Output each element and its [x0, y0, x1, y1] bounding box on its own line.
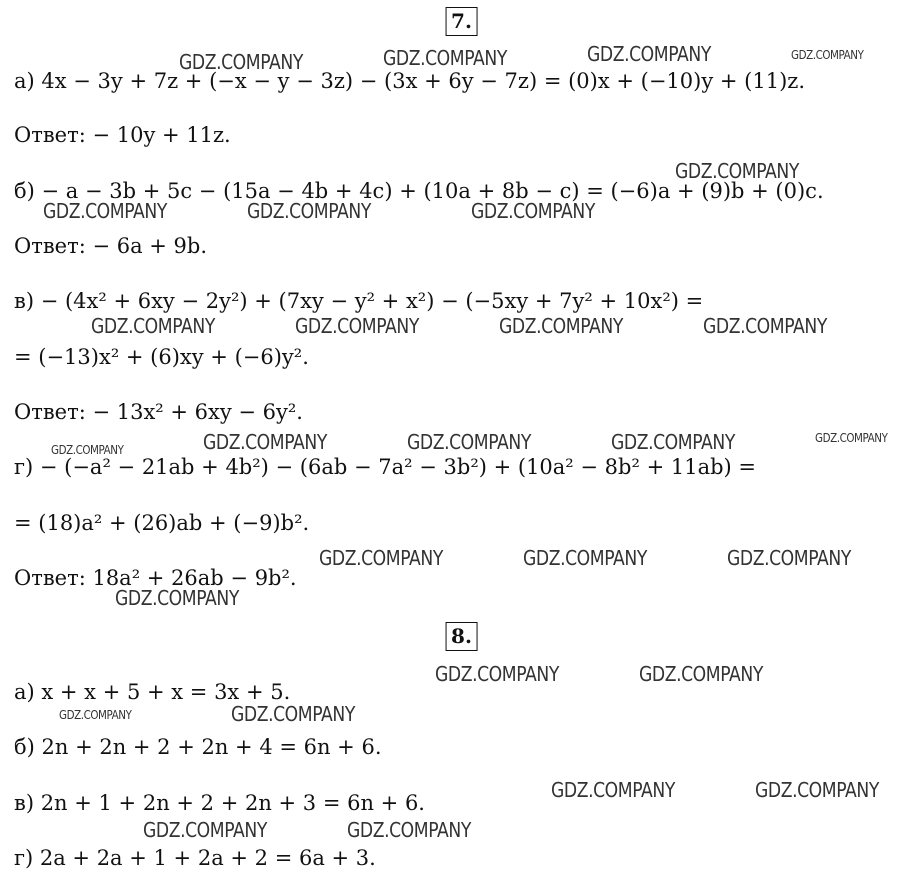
task-8b-expression: б) 2n + 2n + 2 + 2n + 4 = 6n + 6.: [14, 735, 382, 759]
watermark: GDZ.COMPANY: [639, 662, 763, 686]
task-7g-expression-line-1: г) − (−a² − 21ab + 4b²) − (6ab − 7a² − 3b²) + (10a² − 8b² + 11ab) =: [14, 455, 756, 479]
task-7a-answer: Ответ: − 10y + 11z.: [14, 123, 231, 147]
watermark: GDZ.COMPANY: [815, 431, 888, 445]
watermark: GDZ.COMPANY: [755, 778, 879, 802]
watermark: GDZ.COMPANY: [791, 48, 864, 62]
watermark: GDZ.COMPANY: [675, 159, 799, 183]
watermark: GDZ.COMPANY: [611, 430, 735, 454]
task-8v-expression: в) 2n + 1 + 2n + 2 + 2n + 3 = 6n + 6.: [14, 791, 425, 815]
watermark: GDZ.COMPANY: [43, 199, 167, 223]
watermark: GDZ.COMPANY: [51, 443, 124, 457]
task-7g-answer: Ответ: 18a² + 26ab − 9b².: [14, 566, 297, 590]
task-7v-answer: Ответ: − 13x² + 6xy − 6y².: [14, 400, 303, 424]
watermark: GDZ.COMPANY: [407, 430, 531, 454]
task-8g-expression: г) 2a + 2a + 1 + 2a + 2 = 6a + 3.: [14, 846, 376, 870]
watermark: GDZ.COMPANY: [347, 818, 471, 842]
task-7b-expression: б) − a − 3b + 5c − (15a − 4b + 4c) + (10a + 8b − c) = (−6)a + (9)b + (0)c.: [14, 179, 824, 203]
task-7v-expression-line-1: в) − (4x² + 6xy − 2y²) + (7xy − y² + x²) − (−5xy + 7y² + 10x²) =: [14, 289, 704, 313]
watermark: GDZ.COMPANY: [435, 662, 559, 686]
watermark: GDZ.COMPANY: [499, 314, 623, 338]
watermark: GDZ.COMPANY: [179, 50, 303, 74]
watermark: GDZ.COMPANY: [91, 314, 215, 338]
watermark: GDZ.COMPANY: [143, 818, 267, 842]
watermark: GDZ.COMPANY: [247, 199, 371, 223]
watermark: GDZ.COMPANY: [471, 199, 595, 223]
watermark: GDZ.COMPANY: [383, 46, 507, 70]
watermark: GDZ.COMPANY: [295, 314, 419, 338]
watermark: GDZ.COMPANY: [703, 314, 827, 338]
watermark: GDZ.COMPANY: [115, 586, 239, 610]
task-7-number: 7.: [445, 7, 478, 36]
task-8-number: 8.: [445, 622, 478, 651]
watermark: GDZ.COMPANY: [551, 778, 675, 802]
task-7g-expression-line-2: = (18)a² + (26)ab + (−9)b².: [14, 511, 310, 535]
watermark: GDZ.COMPANY: [587, 42, 711, 66]
watermark: GDZ.COMPANY: [59, 708, 132, 722]
task-8a-expression: а) x + x + 5 + x = 3x + 5.: [14, 680, 291, 704]
task-7b-answer: Ответ: − 6a + 9b.: [14, 234, 208, 258]
watermark: GDZ.COMPANY: [203, 430, 327, 454]
task-7a-expression: а) 4x − 3y + 7z + (−x − y − 3z) − (3x + 6y − 7z) = (0)x + (−10)y + (11)z.: [14, 69, 806, 93]
watermark: GDZ.COMPANY: [727, 546, 851, 570]
task-7v-expression-line-2: = (−13)x² + (6)xy + (−6)y².: [14, 345, 309, 369]
watermark: GDZ.COMPANY: [231, 702, 355, 726]
watermark: GDZ.COMPANY: [523, 546, 647, 570]
watermark: GDZ.COMPANY: [319, 546, 443, 570]
